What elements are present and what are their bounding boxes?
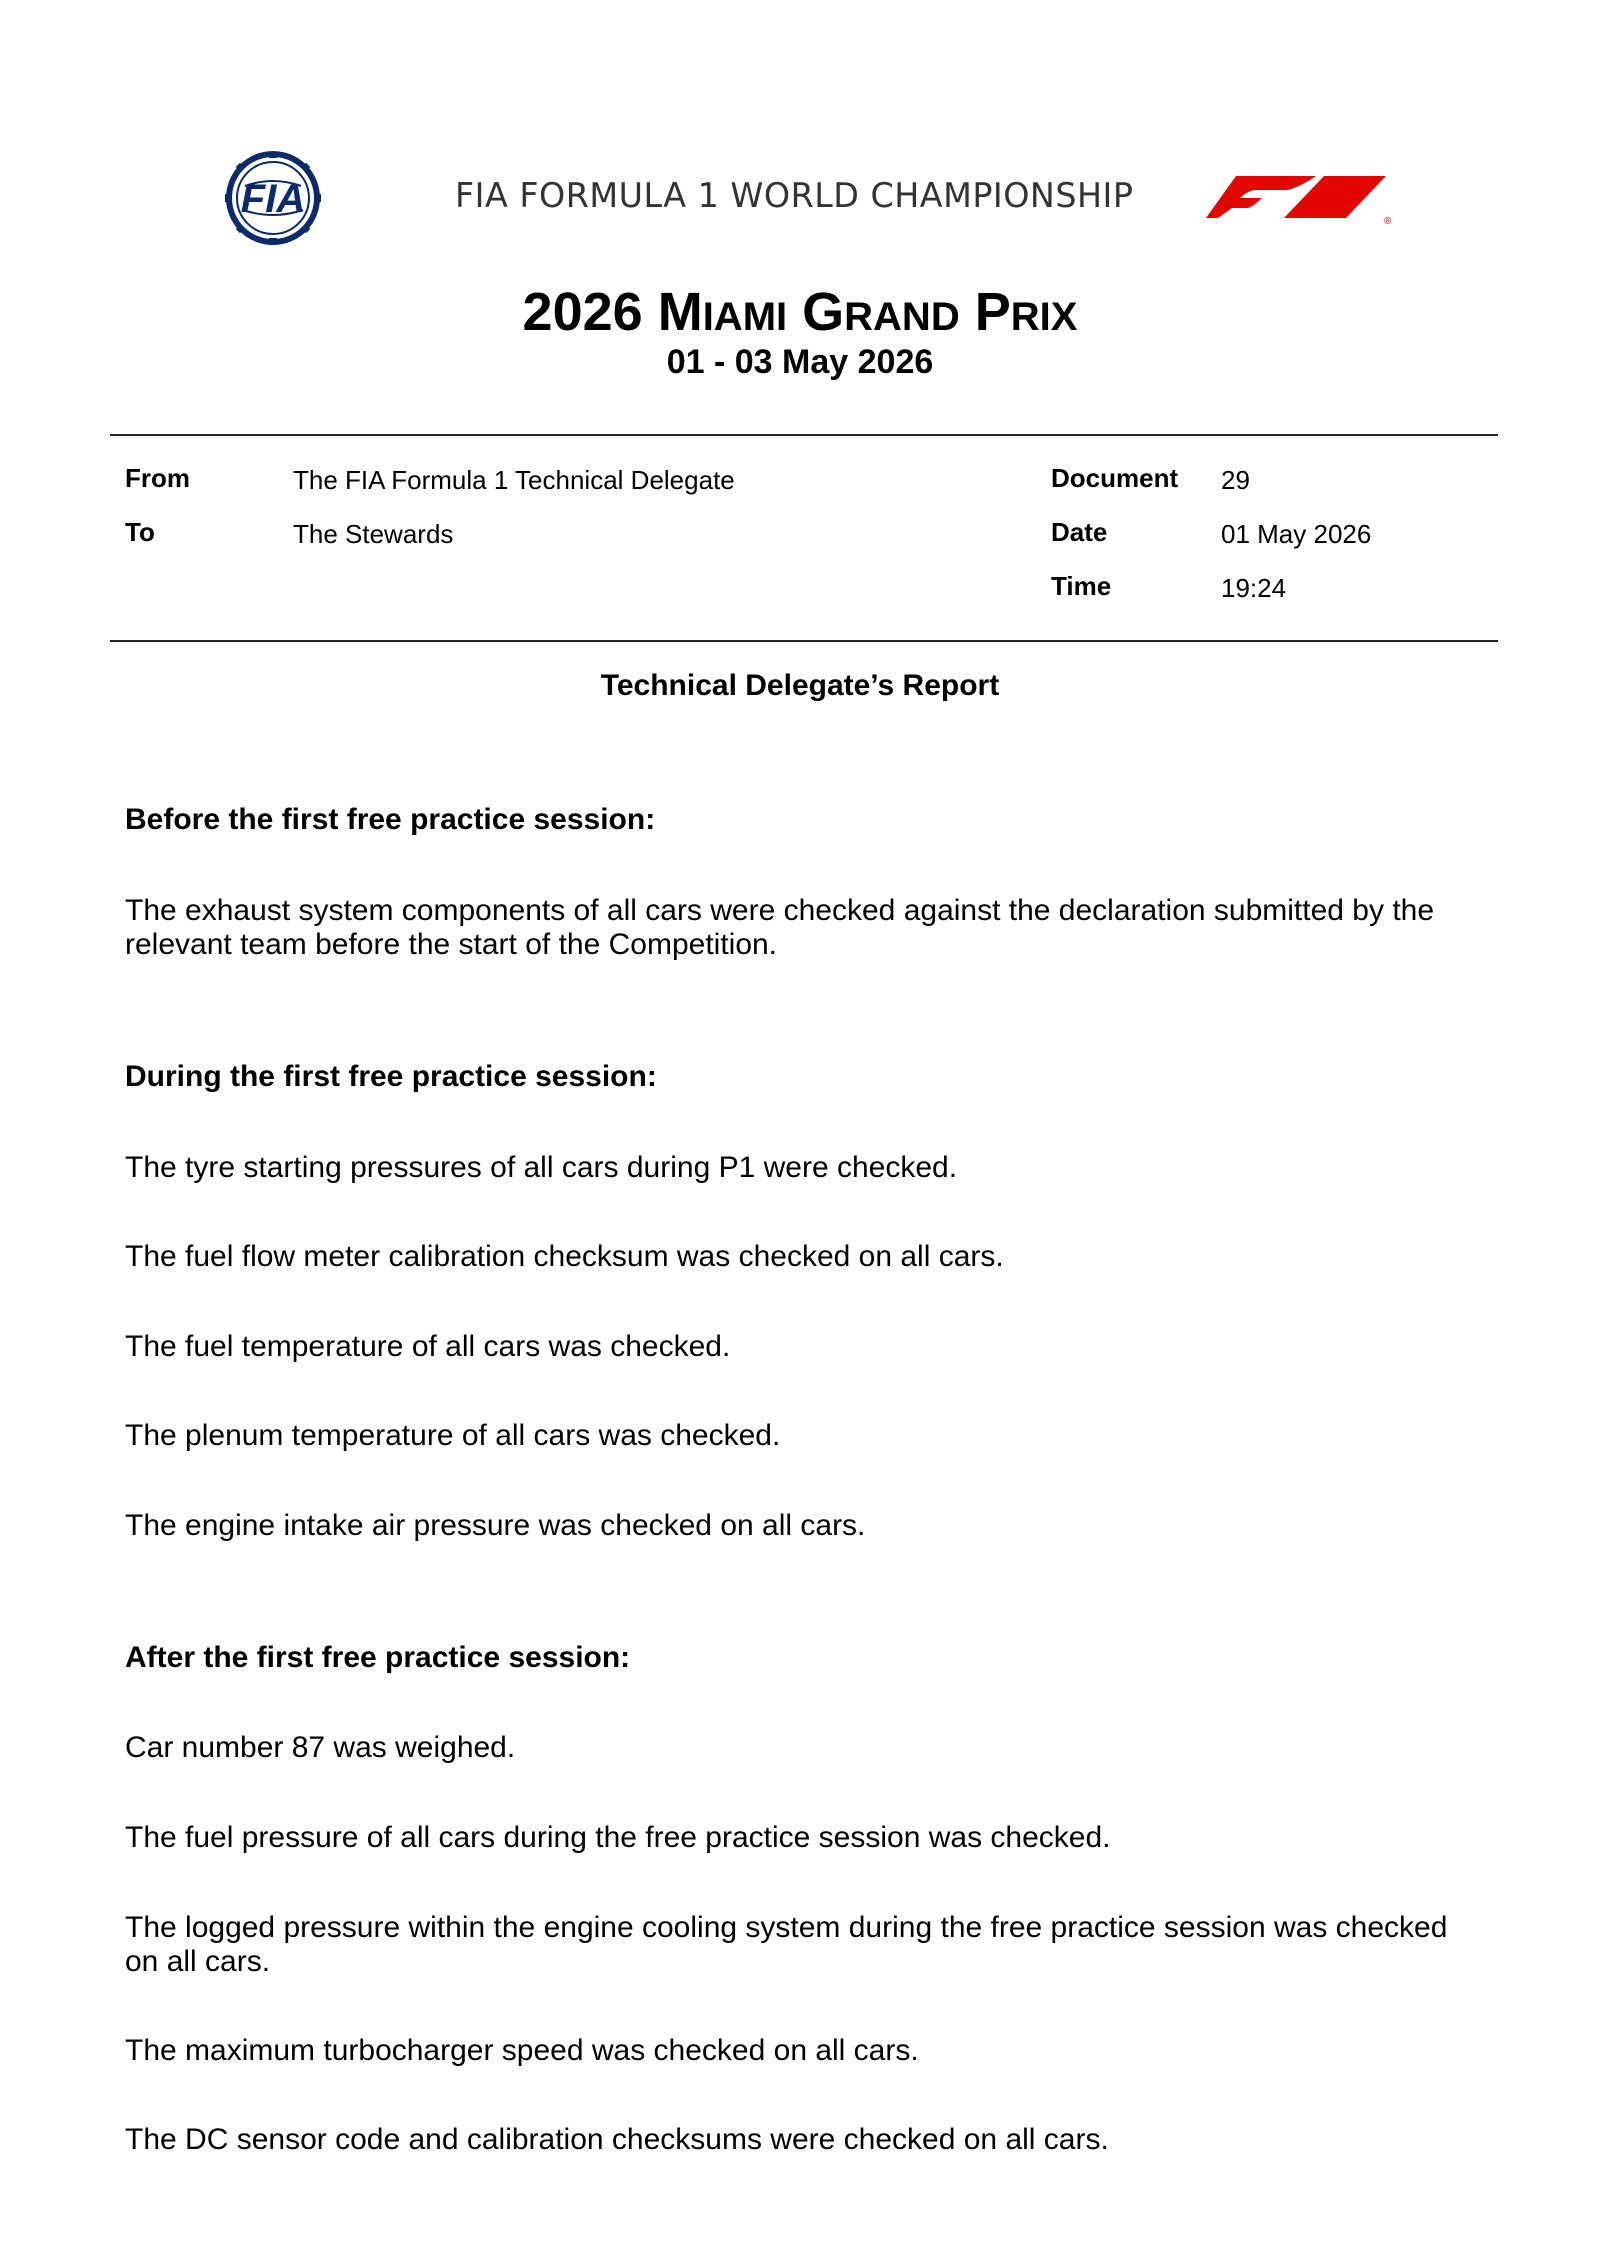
section-heading: During the first free practice session: bbox=[125, 1060, 657, 1093]
paragraph: The fuel flow meter calibration checksum was checked on all cars. bbox=[125, 1240, 1004, 1273]
event-dates: 01 - 03 May 2026 bbox=[666, 343, 934, 381]
event-title: 2026 MIAMI GRAND PRIX bbox=[522, 282, 1078, 342]
section-heading: After the first free practice session: bbox=[125, 1641, 631, 1674]
championship-title: FIA FORMULA 1 WORLD CHAMPIONSHIP bbox=[455, 176, 1134, 216]
from-value: The FIA Formula 1 Technical Delegate bbox=[293, 465, 735, 495]
to-label: To bbox=[125, 517, 155, 547]
document-value: 29 bbox=[1221, 465, 1250, 495]
time-value: 19:24 bbox=[1221, 573, 1287, 603]
page-header bbox=[0, 0, 1600, 260]
paragraph: The logged pressure within the engine cooling system during the free practice session was checked on all cars. bbox=[125, 1911, 1448, 1978]
date-value: 01 May 2026 bbox=[1221, 519, 1372, 549]
header-divider bbox=[110, 434, 1498, 436]
paragraph: The plenum temperature of all cars was checked. bbox=[125, 1419, 781, 1452]
paragraph: The DC sensor code and calibration checksums were checked on all cars. bbox=[125, 2123, 1109, 2156]
document-label: Document bbox=[1051, 463, 1179, 493]
svg-text:®: ® bbox=[1384, 216, 1392, 226]
fia-logo-icon bbox=[205, 150, 341, 246]
date-label: Date bbox=[1051, 517, 1108, 547]
svg-text:FIA: FIA bbox=[240, 177, 306, 221]
meta-divider bbox=[110, 640, 1498, 642]
paragraph: The exhaust system components of all cars were checked against the declaration submitted by the relevant team before the start of the Competition. bbox=[125, 894, 1435, 961]
from-label: From bbox=[125, 463, 190, 493]
paragraph: The tyre starting pressures of all cars during P1 were checked. bbox=[125, 1151, 958, 1184]
paragraph: The fuel pressure of all cars during the free practice session was checked. bbox=[125, 1821, 1111, 1854]
f1-logo-icon bbox=[1206, 168, 1402, 226]
to-value: The Stewards bbox=[293, 519, 454, 549]
paragraph: Car number 87 was weighed. bbox=[125, 1731, 516, 1764]
paragraph: The maximum turbocharger speed was checked on all cars. bbox=[125, 2034, 919, 2067]
time-label: Time bbox=[1051, 571, 1112, 601]
paragraph: The fuel temperature of all cars was checked. bbox=[125, 1330, 731, 1363]
report-title: Technical Delegate’s Report bbox=[600, 669, 1000, 702]
section-heading: Before the first free practice session: bbox=[125, 803, 656, 836]
paragraph: The engine intake air pressure was checked on all cars. bbox=[125, 1509, 866, 1542]
